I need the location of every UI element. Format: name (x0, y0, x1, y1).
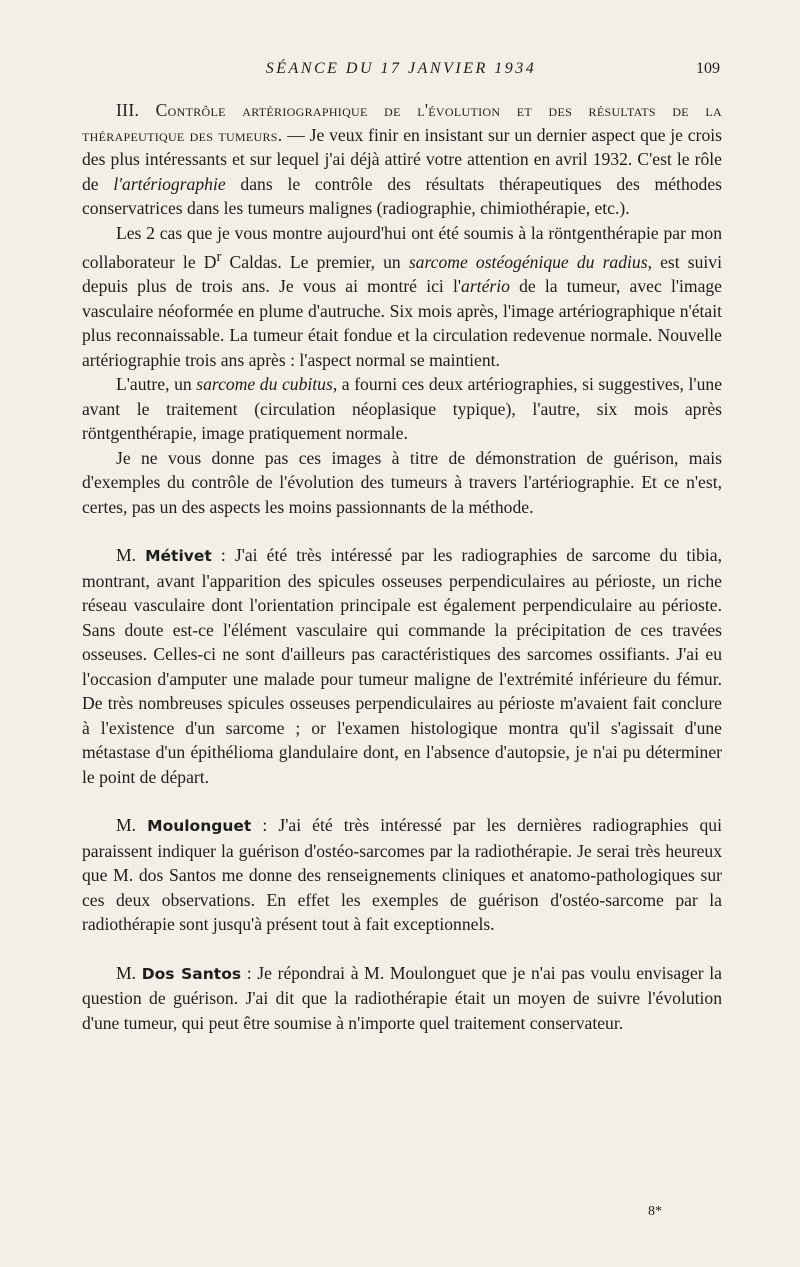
dossantos-remark (82, 961, 722, 1036)
metivet-prefix: M. (116, 545, 146, 566)
metivet-text: : J'ai été très intéressé par les radiographies de sarcome du tibia, montrant, avant l'apparition des spicules osseuses perpendiculaires au périoste, un riche réseau vasculaire dont l'orientation principale est également perpendiculaire au périoste. Sans doute est-ce l'élément vasculaire qui commande la précipitation de ces travées osseuses. Celles-ci ne sont d'ailleurs pas caractéristiques des sarcomes ossifiants. J'ai eu l'occasion d'amputer une malade pour tumeur maligne de l'extrémité inférieure du fémur. De très nombreuses spicules osseuses perpendiculaires au périoste m'avaient fait conclure à l'existence d'un sarcome ; or l'examen histologique montra qu'il s'agissait d'une métastase d'un épithélioma glandulaire dont, en l'absence d'autopsie, je n'ai pu déterminer le point de départ. (82, 545, 722, 787)
section-3-paragraph-1 (82, 98, 722, 221)
p2-text-d: de la tumeur, avec l'image vasculaire néoformée en plume d'autruche. Six mois après, l'image artériographique n'était plus reconnaissable. La tumeur était fondue et la circulation redevenue normale. Nouvelle artériographie trois ans après : l'aspect normal se maintient. (82, 276, 722, 370)
p3-emphasis: sarcome du cubitus (196, 374, 333, 395)
signature-mark: 8* (648, 1204, 662, 1219)
moulonguet-remark (82, 813, 722, 937)
page-header (82, 60, 720, 84)
p1-emphasis: l'artériographie (113, 173, 226, 194)
p2-text-c: , est suivi depuis plus de trois ans. Je vous ai montré ici l' (82, 251, 722, 297)
p2-text-a: Les 2 cas que je vous montre aujourd'hui ont été soumis à la röntgenthérapie par mon collaborateur le D (82, 222, 722, 272)
metivet-remark (82, 543, 722, 789)
section-3-paragraph-3 (82, 372, 722, 446)
section-3-paragraph-2 (82, 221, 722, 373)
p3-text-a: L'autre, un (116, 374, 197, 395)
document-body (82, 98, 722, 1035)
speaker-dos-santos: Dos Santos (141, 964, 242, 983)
p2-superscript: r (216, 249, 222, 265)
p2-emphasis-2: artério (461, 276, 510, 297)
moulonguet-prefix: M. (116, 815, 148, 836)
speaker-metivet: Métivet (145, 547, 212, 566)
spacer (82, 789, 722, 813)
p3-text-b: , a fourni ces deux artériographies, si suggestives, l'une avant le traitement (circulation néoplasique typique), l'autre, six mois après röntgenthérapie, image pratiquement normale. (82, 374, 723, 444)
running-title: SÉANCE DU 17 JANVIER 1934 (265, 60, 537, 77)
page-number: 109 (696, 60, 720, 77)
p2-text-b: Caldas. Le premier, un (221, 251, 409, 272)
section-3-paragraph-4: Je ne vous donne pas ces images à titre de démonstration de guérison, mais d'exemples du contrôle de l'évolution des tumeurs à travers l'artériographie. Et ce n'est, certes, pas un des aspects les moins passionnants de la méthode. (82, 447, 722, 517)
section-3-heading: III. Contrôle artériographique de l'évolution et des résultats de la thérapeutique des tumeurs. (82, 100, 722, 145)
speaker-moulonguet: Moulonguet (147, 817, 252, 836)
p1-text-a: — Je veux finir en insistant sur un dernier aspect que je crois des plus intéressants et sur lequel j'ai déjà attiré votre attention en avril 1932. C'est le rôle de (82, 124, 722, 194)
p2-emphasis-1: sarcome ostéogénique du radius (408, 251, 648, 272)
dossantos-prefix: M. (116, 962, 142, 983)
spacer (82, 937, 722, 961)
moulonguet-text: : J'ai été très intéressé par les dernières radiographies qui paraissent indiquer la guérison d'ostéo-sarcomes par la radiothérapie. Je serai très heureux que M. dos Santos me donne des renseignements cliniques et anatomo-pathologiques sur ces deux observations. En effet les exemples de guérison d'ostéo-sarcome par la radiothérapie sont jusqu'à présent tout à fait exceptionnels. (82, 815, 722, 935)
dossantos-text: : Je répondrai à M. Moulonguet que je n'ai pas voulu envisager la question de guérison. J'ai dit que la radiothérapie était un moyen de suivre l'évolution d'une tumeur, qui peut être soumise à n'importe quel traitement conservateur. (82, 962, 722, 1033)
spacer (82, 519, 722, 543)
p1-text-b: dans le contrôle des résultats thérapeutiques des méthodes conservatrices dans les tumeurs malignes (radiographie, chimiothérapie, etc.). (82, 173, 722, 218)
